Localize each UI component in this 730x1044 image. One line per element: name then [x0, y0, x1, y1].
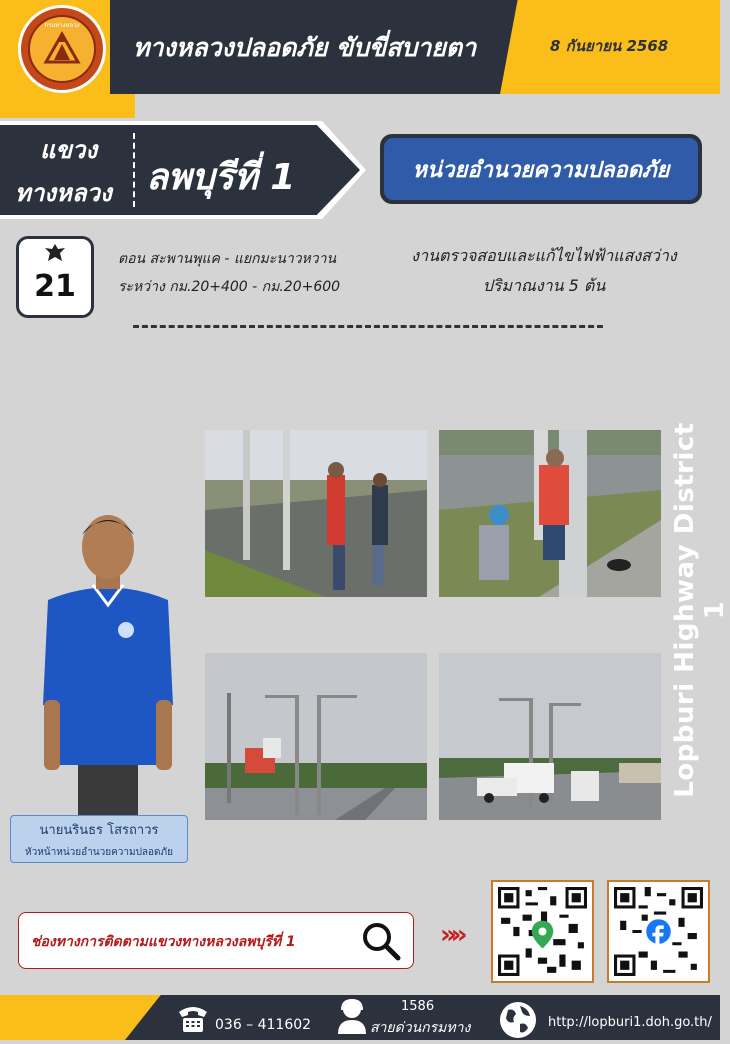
work-photo-4 — [439, 653, 661, 820]
person-photo — [38, 505, 178, 815]
district-vertical-label: Lopburi Highway District 1 — [670, 422, 730, 798]
unit-badge — [380, 134, 702, 204]
qr-code-facebook[interactable] — [607, 880, 710, 983]
hotline-number[interactable]: 1586 — [401, 999, 435, 1014]
work-title: งานตรวจสอบและแก้ไขไฟฟ้าแสงสว่าง — [411, 246, 677, 265]
follow-channel-text: ช่องทางการติดตามแขวงทางหลวงลพบุรีที่ 1 — [31, 934, 296, 950]
unit-name: หน่วยอำนวยความปลอดภัย — [384, 138, 698, 200]
search-icon — [359, 919, 403, 967]
report-date: 8 กันยายน 2568 — [550, 37, 669, 55]
garuda-icon — [19, 243, 91, 268]
work-photo-2 — [439, 430, 661, 597]
logo-emblem-icon — [42, 32, 82, 66]
page-title: ทางหลวงปลอดภัย ขับขี่สบายตา — [133, 33, 477, 62]
route-section — [118, 245, 368, 301]
dashed-divider — [133, 325, 603, 328]
hotline-label: สายด่วนกรมทาง — [370, 1020, 471, 1036]
person-role: หัวหน้าหน่วยอำนวยความปลอดภัย — [24, 847, 174, 858]
route-shield — [16, 236, 94, 318]
globe-icon — [498, 1000, 538, 1044]
department-logo — [18, 5, 106, 93]
person-name: นายนรินธร โสรถาวร — [39, 823, 159, 838]
work-quantity: ปริมาณงาน 5 ต้น — [482, 276, 606, 295]
person-name-card — [10, 815, 188, 863]
follow-channel-box[interactable] — [18, 912, 414, 969]
route-section-name: ตอน สะพานพุแค - แยกมะนาวหวาน — [118, 251, 337, 267]
user-icon — [336, 998, 368, 1040]
work-photo-1 — [205, 430, 427, 597]
district-name: ลพบุรีที่ 1 — [146, 157, 296, 198]
website-link[interactable]: http://lopburi1.doh.go.th/ — [548, 1015, 712, 1030]
route-km-range: ระหว่าง กม.20+400 - กม.20+600 — [118, 279, 341, 295]
qr-code-icon — [614, 887, 703, 976]
banner-label-line1: แขวง — [40, 136, 98, 164]
work-description — [388, 241, 700, 301]
banner-label-line2: ทางหลวง — [15, 179, 112, 207]
logo-text: กรมทางหลวง — [44, 22, 80, 29]
phone-icon — [176, 1004, 210, 1038]
chevrons-right-icon: »» — [440, 920, 462, 950]
contact-phone[interactable]: 036 – 411602 — [215, 1017, 312, 1033]
route-number: 21 — [34, 269, 76, 304]
banner-divider — [133, 133, 135, 207]
qr-code-maps[interactable] — [491, 880, 594, 983]
qr-code-icon — [498, 887, 587, 976]
work-photo-3 — [205, 653, 427, 820]
